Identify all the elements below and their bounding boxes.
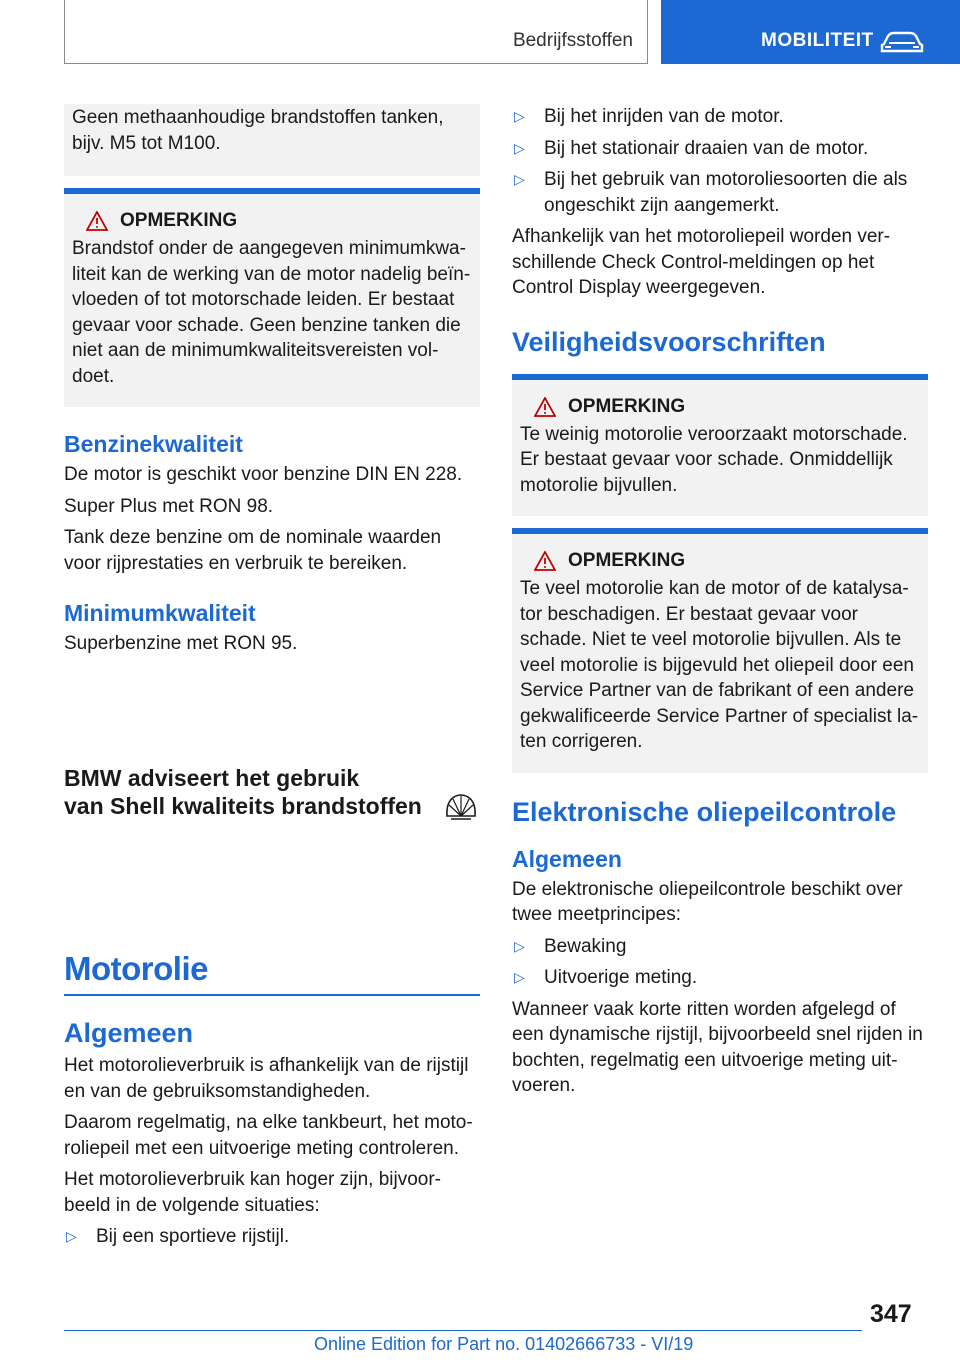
shell-logo-icon [444,792,478,820]
list-item [512,965,928,991]
car-icon [880,30,924,54]
intro-box-text: Geen methaanhoudige brandstoffen tanken, bijv. M5 tot M100. [72,107,444,154]
algemeen-p1-left: Het motorolieverbruik is afhankelijk van de rijstijl en van de gebruiksomstandigheden. [64,1055,469,1102]
oliepeil-paragraph: Afhankelijk van het motoroliepeil worden verschillende Check Control-meldingen op het Control Display weergegeven. [512,226,891,298]
motorolie-section [64,950,480,1256]
footer-divider [64,1330,862,1331]
note-title [520,550,920,572]
triangle-bullet-icon: ▷ [66,1228,77,1244]
list-item-text: Uitvoerige meting. [544,967,698,988]
header-chapter-label: MOBILITEIT [761,30,874,51]
triangle-bullet-icon: ▷ [514,139,525,156]
list-item-text: Bij het stationair draaien van de motor. [544,137,869,159]
benzine-p3: Tank deze benzine om de nominale waarden voor rijprestaties en verbruik te bereiken. [64,527,442,574]
page-number: 347 [870,1300,912,1328]
note-title [72,210,472,232]
note-text: Brandstof onder de aangegeven minimumkwaliteit kan de werking van de motor nadelig beïnvloeden of tot motorschade leiden. Er bestaat gevaar voor schade. Geen benzine tanken die niet aan de minimumkwaliteitsvereisten voldoet. [72,238,471,387]
list-item-text: Bewaking [544,935,627,957]
note-text: Te veel motorolie kan de motor of de katalysator beschadigen. Er bestaat gevaar voor schade. Niet te veel motorolie bijvullen. Als te veel motorolie is bijgevuld het oliepeil door een Service Partner van de fabrikant of een andere gekwalificeerde Service Partner of specialist laten corrigeren. [520,578,919,752]
note-title-label: OPMERKING [568,550,686,571]
warning-icon [534,397,556,417]
left-column [64,104,480,663]
algemeen-heading-left: Algemeen [64,1018,194,1048]
minimum-p1: Superbenzine met RON 95. [64,633,298,654]
list-item [512,167,928,218]
algemeen-p2-right: Wanneer vaak korte ritten worden afgelegd of een dynamische rijstijl, bijvoorbeeld snel rijden in bochten, regelmatig een uitvoerige meting uitvoeren. [512,998,923,1096]
list-item [512,934,928,960]
algemeen-heading-right: Algemeen [512,845,622,872]
right-column [512,104,928,1105]
triangle-bullet-icon: ▷ [514,969,525,985]
triangle-bullet-icon: ▷ [514,171,525,187]
note-text: Te weinig motorolie veroorzaakt motorschade. Er bestaat gevaar voor schade. Onmiddellijk motorolie bijvullen. [520,423,908,496]
note-title-label: OPMERKING [568,395,686,417]
list-item [64,1224,480,1250]
minimum-heading: Minimumkwaliteit [64,600,256,626]
list-item-text: Bij een sportieve rijstijl. [96,1226,290,1247]
header-section-label: Bedrijfsstoffen [512,30,633,51]
list-item-text: Bij het gebruik van motoroliesoorten die als ongeschikt zijn aangemerkt. [544,169,908,216]
shell-advert-line2: van Shell kwaliteits brandstoffen [64,793,422,819]
warning-icon [86,211,108,231]
algemeen-p3-left: Het motorolieverbruik kan hoger zijn, bijvoorbeeld in de volgende situaties: [64,1169,441,1216]
benzine-p2: Super Plus met RON 98. [64,495,274,517]
note-title-label: OPMERKING [120,210,238,231]
note-box [64,188,480,407]
shell-advert [64,764,480,820]
intro-box [64,104,480,176]
benzine-heading: Benzinekwaliteit [64,431,243,457]
benzine-p1: De motor is geschikt voor benzine DIN EN 228. [64,464,463,485]
header-section-tab [64,0,648,64]
triangle-bullet-icon: ▷ [514,108,525,124]
list-item-text: Bij het inrijden van de motor. [544,106,784,127]
footer-edition: Online Edition for Part no. 01402666733 - VI/19 [314,1334,694,1354]
list-item [512,104,928,130]
note-box [512,528,928,773]
note-box [512,374,928,517]
algemeen-p1-right: De elektronische oliepeilcontrole beschikt over twee meetprincipes: [512,878,903,925]
triangle-bullet-icon: ▷ [514,937,525,954]
list-item [512,136,928,162]
algemeen-p2-left: Daarom regelmatig, na elke tankbeurt, het motoroliepeil met een uitvoerige meting controleren. [64,1112,473,1159]
warning-icon [534,551,556,571]
note-title [520,396,920,418]
veiligheid-heading: Veiligheidsvoorschriften [512,326,826,357]
motorolie-title: Motorolie [64,950,480,996]
shell-advert-line1: BMW adviseert het gebruik [64,765,360,791]
elektronisch-heading: Elektronische oliepeilcontrole [512,796,897,827]
